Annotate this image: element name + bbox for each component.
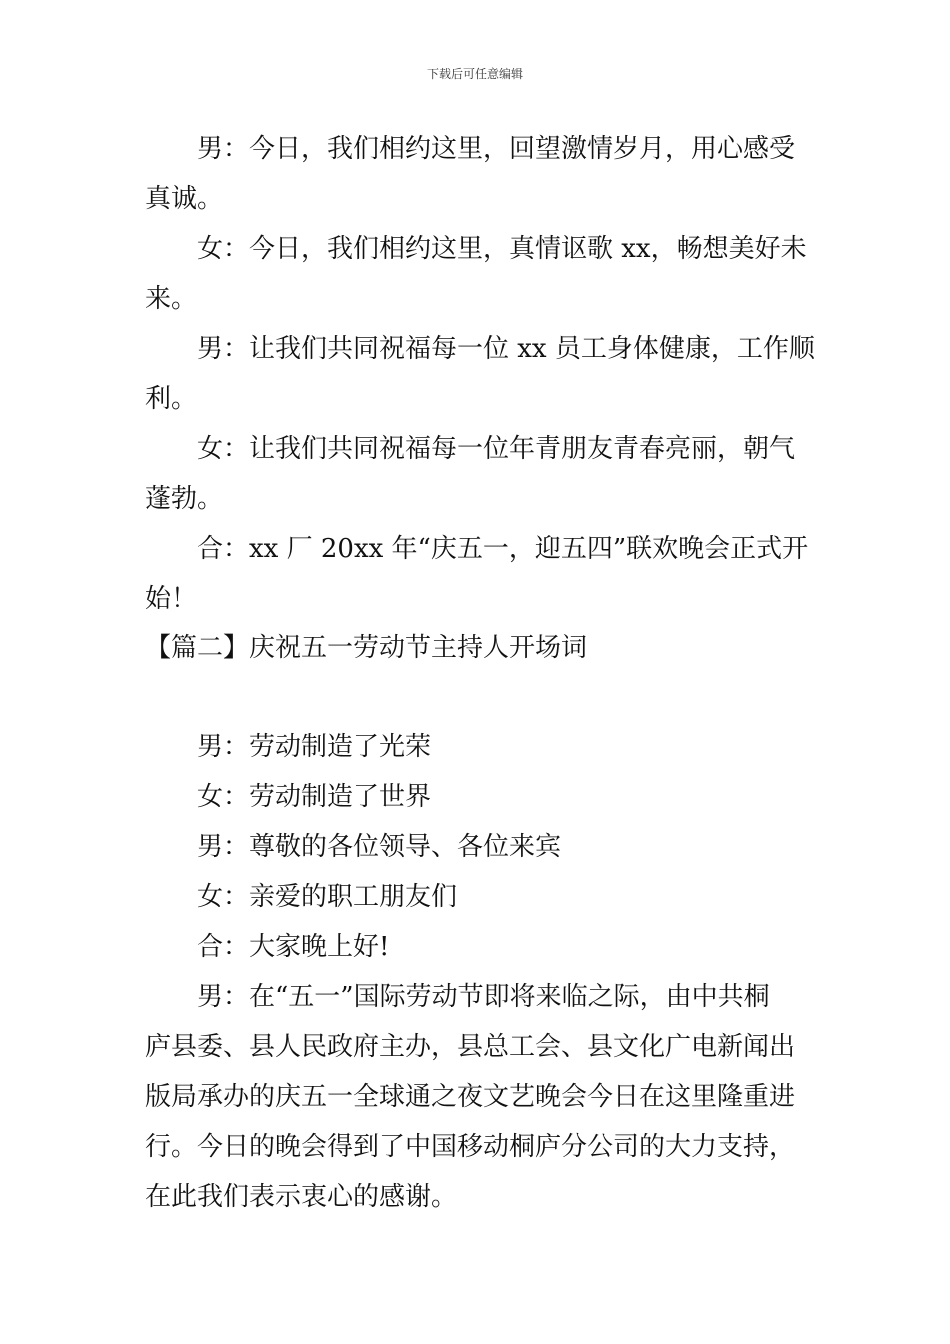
text-line: 在此我们表示衷心的感谢。	[145, 1182, 458, 1212]
text-line: 女：亲爱的职工朋友们	[197, 882, 458, 912]
text-line: 蓬勃。	[145, 484, 224, 514]
section-heading: 【篇二】庆祝五一劳动节主持人开场词	[145, 633, 588, 663]
text-line: 男：今日，我们相约这里，回望激情岁月，用心感受	[197, 134, 796, 164]
text-line: 始！	[145, 584, 198, 614]
text-line: 男：尊敬的各位领导、各位来宾	[197, 832, 562, 862]
text-line: 合：大家晚上好!	[197, 932, 390, 962]
text-line: 版局承办的庆五一全球通之夜文艺晚会今日在这里隆重进	[145, 1082, 796, 1112]
text-line: 女：让我们共同祝福每一位年青朋友青春亮丽，朝气	[197, 434, 796, 464]
text-line: 行。今日的晚会得到了中国移动桐庐分公司的大力支持，	[145, 1132, 796, 1162]
text-line: 真诚。	[145, 184, 224, 214]
text-line: 来。	[145, 284, 198, 314]
text-line: 庐县委、县人民政府主办，县总工会、县文化广电新闻出	[145, 1032, 796, 1062]
text-line: 男：劳动制造了光荣	[197, 732, 432, 762]
text-line: 男：让我们共同祝福每一位 xx 员工身体健康，工作顺	[197, 334, 815, 364]
text-line: 男：在“五一”国际劳动节即将来临之际，由中共桐	[197, 982, 770, 1012]
text-line: 女：劳动制造了世界	[197, 782, 432, 812]
text-line: 合：xx 厂 20xx 年“庆五一，迎五四”联欢晚会正式开	[197, 534, 809, 564]
page-header: 下载后可任意编辑	[426, 67, 523, 81]
text-line: 女：今日，我们相约这里，真情讴歌 xx，畅想美好未	[197, 234, 807, 264]
text-line: 利。	[145, 384, 198, 414]
